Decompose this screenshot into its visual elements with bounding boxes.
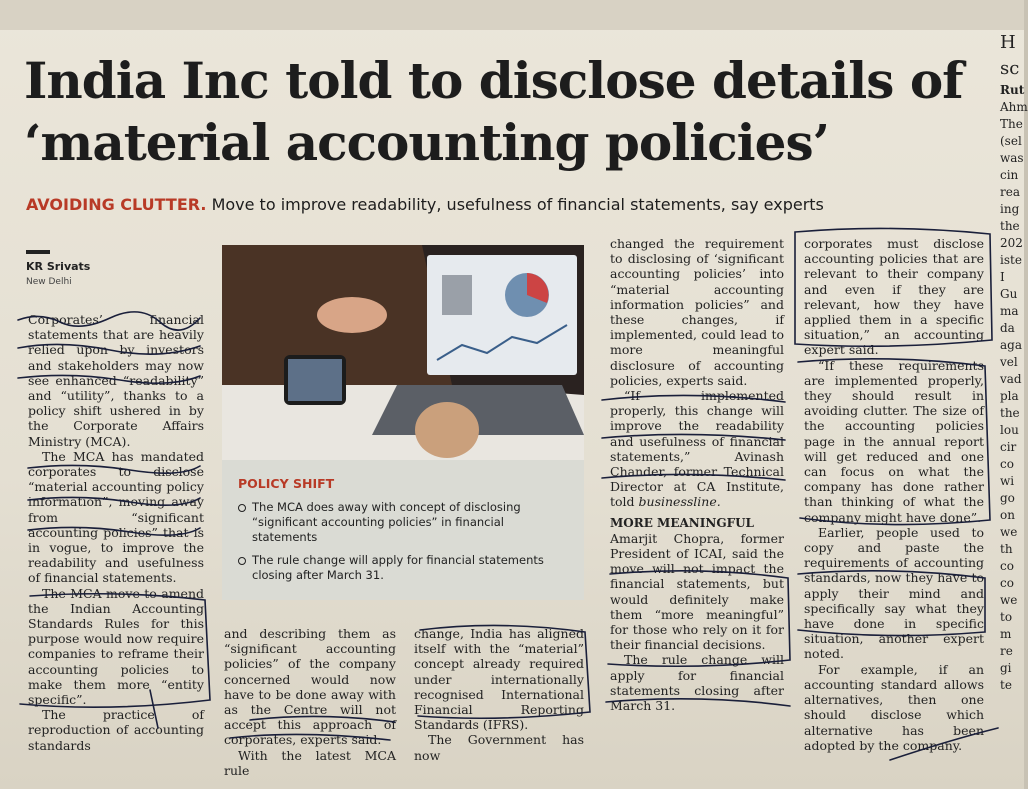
adjacent-article-fragment: cir (1000, 440, 1017, 454)
adjacent-article-fragment: sc (1000, 58, 1020, 79)
quote-text: “If implemented properly, this change will improve the readability and usefulness of financial statements,” Avinash Chander, former Technical Director at CA Institute, told (610, 388, 784, 510)
paragraph: change, India has aligned itself with the “material” concept already required under internationally recognised International Financial Reporting Standards (IFRS). (414, 626, 584, 733)
adjacent-article-strip (1000, 30, 1028, 789)
paragraph: Corporates’ financial statements that are heavily relied upon by investors and stakeholders may now see enhanced “readability” and “utility”, thanks to a policy shift ushered in by the Corporate Affairs Ministry (MCA). (28, 312, 204, 449)
publication-name: businessline. (638, 494, 721, 510)
adjacent-article-fragment: H (1000, 32, 1016, 53)
adjacent-article-fragment: te (1000, 678, 1012, 692)
kicker-label: AVOIDING CLUTTER. (26, 195, 207, 214)
policy-item: The rule change will apply for financial statements closing after March 31. (238, 553, 568, 583)
paragraph: and describing them as “significant accounting policies” of the company concerned would now have to be done away with as the Centre will not accept this approach of corporates, experts said. (224, 626, 396, 748)
kicker (26, 195, 824, 214)
adjacent-article-fragment: 202 (1000, 236, 1023, 250)
paragraph: “If these requirements are implemented properly, they should result in avoiding clutter. The size of the accounting policies page in the annual report will get reduced and one can focus on what the company has done rather than thinking of what the company might have done”. (804, 357, 984, 525)
dateline: New Delhi (26, 277, 72, 287)
adjacent-article-fragment: I (1000, 270, 1005, 284)
adjacent-article-fragment: gi (1000, 661, 1012, 675)
paragraph: The practice of reproduction of accounting standards (28, 707, 204, 753)
laptop-photo (222, 245, 584, 460)
adjacent-article-fragment: re (1000, 644, 1013, 658)
adjacent-article-fragment: the (1000, 219, 1020, 233)
adjacent-article-fragment: we (1000, 525, 1018, 539)
adjacent-article-fragment: Rut (1000, 83, 1025, 97)
laptop-chart-photo-illustration (222, 245, 584, 460)
byline (26, 250, 206, 287)
paragraph: changed the requirement to disclosing of ‘significant accounting policies’ into “material accounting information policies” and these changes, if implemented, could lead to more meaningful disclosure of accounting policies, experts said. (610, 236, 784, 388)
adjacent-article-fragment: wi (1000, 474, 1015, 488)
paragraph: The rule change will apply for financial statements closing after March 31. (610, 652, 784, 714)
paragraph: With the latest MCA rule (224, 747, 396, 778)
adjacent-article-fragment: was (1000, 151, 1024, 165)
column-3 (414, 626, 584, 763)
policy-shift-box (222, 460, 584, 600)
paragraph: The Government has now (414, 732, 584, 763)
column-5 (804, 236, 984, 753)
policy-item: The MCA does away with concept of disclosing “significant accounting policies” in financial statements (238, 500, 568, 545)
author-name: KR Srivats (26, 260, 91, 273)
adjacent-article-fragment: we (1000, 593, 1018, 607)
adjacent-article-fragment: on (1000, 508, 1015, 522)
byline-rule (26, 250, 50, 254)
adjacent-article-fragment: th (1000, 542, 1013, 556)
headline: India Inc told to disclose details of ‘material accounting policies’ (24, 51, 963, 172)
paragraph: The MCA has mandated corporates to disclose “material accounting policy information”, moving away from “significant accounting policies” that is in vogue, to improve the readability and usefulness of financial statements. (28, 448, 204, 586)
column-4 (610, 236, 784, 713)
column-2 (224, 626, 396, 778)
paragraph: corporates must disclose accounting policies that are relevant to their company and even if they are relevant, how they have applied them in a specific situation,” an accounting expert said. (804, 236, 984, 358)
adjacent-article-fragment: da (1000, 321, 1015, 335)
adjacent-article-fragment: aga (1000, 338, 1022, 352)
adjacent-article-fragment: pla (1000, 389, 1019, 403)
adjacent-article-fragment: vel (1000, 355, 1018, 369)
adjacent-article-fragment: Gu (1000, 287, 1018, 301)
adjacent-article-fragment: (sel (1000, 134, 1022, 148)
paragraph: Earlier, people used to copy and paste the requirements of accounting standards, now they have to apply their mind and specifically say what they have done in specific situation, another expert noted. (804, 524, 984, 662)
adjacent-article-text (1000, 30, 1028, 694)
adjacent-article-fragment: vad (1000, 372, 1022, 386)
adjacent-article-fragment: m (1000, 627, 1012, 641)
subheading: MORE MEANINGFUL (610, 515, 754, 530)
adjacent-article-fragment: go (1000, 491, 1015, 505)
column-1 (28, 312, 204, 753)
paragraph: Amarjit Chopra, former President of ICAI, said the move will not impact the financial statements, but would definitely make them “more meaningful” for those who rely on it for their financial decisions. (610, 530, 784, 653)
adjacent-article-fragment: ma (1000, 304, 1019, 318)
adjacent-article-fragment: to (1000, 610, 1013, 624)
adjacent-article-fragment: rea (1000, 185, 1020, 199)
adjacent-article-fragment: Ahm (1000, 100, 1028, 114)
paragraph: The MCA move to amend the Indian Accounting Standards Rules for this purpose would now require companies to reframe their accounting policies to make them more “entity specific”. (28, 585, 204, 708)
adjacent-article-fragment: lou (1000, 423, 1019, 437)
policy-box-title: POLICY SHIFT (238, 476, 335, 491)
adjacent-article-fragment: iste (1000, 253, 1022, 267)
adjacent-article-fragment: co (1000, 576, 1014, 590)
adjacent-article-fragment: co (1000, 559, 1014, 573)
adjacent-article-fragment: The (1000, 117, 1023, 131)
previous-article-edge (0, 0, 1024, 30)
paragraph: For example, if an accounting standard allows alternatives, then one should disclose which alternative has been adopted by the company. (804, 661, 984, 753)
adjacent-article-fragment: ing (1000, 202, 1020, 216)
paragraph (610, 388, 784, 510)
adjacent-article-fragment: cin (1000, 168, 1019, 182)
kicker-text: Move to improve readability, usefulness of financial statements, say experts (211, 195, 824, 214)
adjacent-article-fragment: co (1000, 457, 1014, 471)
policy-list (238, 500, 568, 591)
adjacent-article-fragment: the (1000, 406, 1020, 420)
